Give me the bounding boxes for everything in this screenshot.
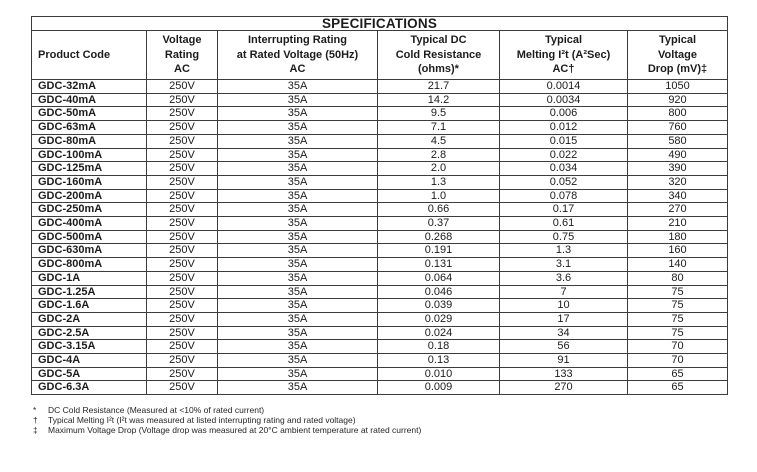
value-cell: 17: [500, 312, 628, 326]
value-cell: 0.046: [378, 285, 500, 299]
value-cell: 7: [500, 285, 628, 299]
value-cell: 250V: [147, 107, 218, 121]
table-row: [32, 326, 728, 340]
value-cell: 250V: [147, 148, 218, 162]
table-head: [32, 17, 728, 80]
value-cell: 1.0: [378, 189, 500, 203]
table-row: [32, 175, 728, 189]
value-cell: 3.1: [500, 258, 628, 272]
value-cell: 250V: [147, 244, 218, 258]
value-cell: 35A: [218, 230, 378, 244]
table-row: [32, 340, 728, 354]
value-cell: 35A: [218, 175, 378, 189]
value-cell: 0.078: [500, 189, 628, 203]
table-row: [32, 299, 728, 313]
value-cell: 35A: [218, 134, 378, 148]
value-cell: 70: [628, 354, 728, 368]
table-row: [32, 189, 728, 203]
column-header-interrupting-rating: Interrupting Rating at Rated Voltage (50Hz) AC: [218, 31, 378, 80]
value-cell: 250V: [147, 285, 218, 299]
value-cell: 35A: [218, 312, 378, 326]
value-cell: 1050: [628, 80, 728, 94]
table-row: [32, 148, 728, 162]
value-cell: 250V: [147, 271, 218, 285]
value-cell: 250V: [147, 93, 218, 107]
value-cell: 65: [628, 381, 728, 395]
table-row: [32, 244, 728, 258]
product-code-cell: GDC-125mA: [32, 162, 147, 176]
value-cell: 35A: [218, 299, 378, 313]
value-cell: 0.024: [378, 326, 500, 340]
value-cell: 2.0: [378, 162, 500, 176]
table-row: [32, 121, 728, 135]
value-cell: 0.029: [378, 312, 500, 326]
value-cell: 35A: [218, 244, 378, 258]
product-code-cell: GDC-630mA: [32, 244, 147, 258]
value-cell: 35A: [218, 326, 378, 340]
value-cell: 7.1: [378, 121, 500, 135]
table-row: [32, 354, 728, 368]
value-cell: 21.7: [378, 80, 500, 94]
value-cell: 70: [628, 340, 728, 354]
value-cell: 0.015: [500, 134, 628, 148]
product-code-cell: GDC-100mA: [32, 148, 147, 162]
value-cell: 340: [628, 189, 728, 203]
table-row: [32, 203, 728, 217]
footnote-text: Maximum Voltage Drop (Voltage drop was measured at 20°C ambient temperature at rated current): [48, 425, 422, 435]
value-cell: 250V: [147, 175, 218, 189]
value-cell: 250V: [147, 381, 218, 395]
value-cell: 250V: [147, 203, 218, 217]
table-row: [32, 312, 728, 326]
product-code-cell: GDC-160mA: [32, 175, 147, 189]
table-row: [32, 230, 728, 244]
table-row: [32, 367, 728, 381]
column-header-voltage-drop: Typical Voltage Drop (mV)‡: [628, 31, 728, 80]
value-cell: 270: [500, 381, 628, 395]
value-cell: 0.75: [500, 230, 628, 244]
footnote-text: DC Cold Resistance (Measured at <10% of rated current): [48, 405, 265, 415]
value-cell: 250V: [147, 312, 218, 326]
value-cell: 35A: [218, 258, 378, 272]
table-row: [32, 107, 728, 121]
value-cell: 35A: [218, 271, 378, 285]
value-cell: 9.5: [378, 107, 500, 121]
value-cell: 35A: [218, 148, 378, 162]
value-cell: 75: [628, 312, 728, 326]
footnotes: [33, 405, 421, 435]
value-cell: 4.5: [378, 134, 500, 148]
value-cell: 35A: [218, 354, 378, 368]
footnote: [33, 425, 421, 435]
value-cell: 14.2: [378, 93, 500, 107]
value-cell: 250V: [147, 299, 218, 313]
value-cell: 250V: [147, 162, 218, 176]
table-row: [32, 162, 728, 176]
value-cell: 75: [628, 326, 728, 340]
value-cell: 250V: [147, 80, 218, 94]
product-code-cell: GDC-2.5A: [32, 326, 147, 340]
header-row: [32, 31, 728, 80]
product-code-cell: GDC-1.25A: [32, 285, 147, 299]
value-cell: 0.18: [378, 340, 500, 354]
value-cell: 0.022: [500, 148, 628, 162]
value-cell: 3.6: [500, 271, 628, 285]
product-code-cell: GDC-4A: [32, 354, 147, 368]
product-code-cell: GDC-40mA: [32, 93, 147, 107]
spec-table-body: [32, 80, 728, 395]
value-cell: 35A: [218, 162, 378, 176]
value-cell: 91: [500, 354, 628, 368]
specifications-table: [31, 16, 728, 395]
product-code-cell: GDC-63mA: [32, 121, 147, 135]
value-cell: 0.268: [378, 230, 500, 244]
value-cell: 35A: [218, 285, 378, 299]
product-code-cell: GDC-200mA: [32, 189, 147, 203]
product-code-cell: GDC-80mA: [32, 134, 147, 148]
product-code-cell: GDC-800mA: [32, 258, 147, 272]
value-cell: 250V: [147, 354, 218, 368]
value-cell: 80: [628, 271, 728, 285]
table-row: [32, 80, 728, 94]
value-cell: 180: [628, 230, 728, 244]
table-row: [32, 93, 728, 107]
value-cell: 250V: [147, 326, 218, 340]
value-cell: 133: [500, 367, 628, 381]
value-cell: 65: [628, 367, 728, 381]
value-cell: 0.13: [378, 354, 500, 368]
value-cell: 0.052: [500, 175, 628, 189]
value-cell: 35A: [218, 217, 378, 231]
value-cell: 250V: [147, 217, 218, 231]
value-cell: 250V: [147, 258, 218, 272]
footnote-symbol: ‡: [33, 425, 38, 435]
table-row: [32, 258, 728, 272]
product-code-cell: GDC-400mA: [32, 217, 147, 231]
table-row: [32, 217, 728, 231]
value-cell: 140: [628, 258, 728, 272]
value-cell: 270: [628, 203, 728, 217]
value-cell: 35A: [218, 367, 378, 381]
value-cell: 760: [628, 121, 728, 135]
value-cell: 75: [628, 299, 728, 313]
value-cell: 0.37: [378, 217, 500, 231]
product-code-cell: GDC-2A: [32, 312, 147, 326]
value-cell: 35A: [218, 80, 378, 94]
value-cell: 75: [628, 285, 728, 299]
value-cell: 1.3: [500, 244, 628, 258]
value-cell: 2.8: [378, 148, 500, 162]
value-cell: 35A: [218, 93, 378, 107]
value-cell: 0.039: [378, 299, 500, 313]
value-cell: 0.012: [500, 121, 628, 135]
footnote-text: Typical Melting I²t (I²t was measured at listed interrupting rating and rated voltage): [48, 415, 356, 425]
value-cell: 390: [628, 162, 728, 176]
value-cell: 490: [628, 148, 728, 162]
product-code-cell: GDC-50mA: [32, 107, 147, 121]
value-cell: 800: [628, 107, 728, 121]
value-cell: 250V: [147, 189, 218, 203]
value-cell: 250V: [147, 121, 218, 135]
footnote-symbol: *: [33, 405, 37, 415]
value-cell: 0.0014: [500, 80, 628, 94]
table-title: SPECIFICATIONS: [32, 17, 728, 31]
footnote-symbol: †: [33, 415, 38, 425]
value-cell: 0.131: [378, 258, 500, 272]
value-cell: 920: [628, 93, 728, 107]
value-cell: 0.66: [378, 203, 500, 217]
product-code-cell: GDC-3.15A: [32, 340, 147, 354]
column-header-dc-cold-resistance: Typical DC Cold Resistance (ohms)*: [378, 31, 500, 80]
value-cell: 35A: [218, 203, 378, 217]
product-code-cell: GDC-1A: [32, 271, 147, 285]
value-cell: 250V: [147, 367, 218, 381]
value-cell: 0.010: [378, 367, 500, 381]
value-cell: 0.17: [500, 203, 628, 217]
value-cell: 0.064: [378, 271, 500, 285]
value-cell: 35A: [218, 189, 378, 203]
value-cell: 210: [628, 217, 728, 231]
value-cell: 10: [500, 299, 628, 313]
value-cell: 0.0034: [500, 93, 628, 107]
value-cell: 35A: [218, 107, 378, 121]
column-header-melting-i2t: Typical Melting I²t (A²Sec) AC†: [500, 31, 628, 80]
table-row: [32, 285, 728, 299]
product-code-cell: GDC-6.3A: [32, 381, 147, 395]
value-cell: 250V: [147, 134, 218, 148]
value-cell: 250V: [147, 230, 218, 244]
value-cell: 1.3: [378, 175, 500, 189]
product-code-cell: GDC-1.6A: [32, 299, 147, 313]
product-code-cell: GDC-32mA: [32, 80, 147, 94]
value-cell: 0.61: [500, 217, 628, 231]
table-row: [32, 381, 728, 395]
product-code-cell: GDC-250mA: [32, 203, 147, 217]
value-cell: 35A: [218, 381, 378, 395]
value-cell: 580: [628, 134, 728, 148]
value-cell: 35A: [218, 121, 378, 135]
value-cell: 250V: [147, 340, 218, 354]
value-cell: 0.191: [378, 244, 500, 258]
value-cell: 320: [628, 175, 728, 189]
value-cell: 35A: [218, 340, 378, 354]
product-code-cell: GDC-500mA: [32, 230, 147, 244]
footnote: [33, 405, 421, 415]
table-row: [32, 271, 728, 285]
table-row: [32, 134, 728, 148]
column-header-product-code: Product Code: [32, 31, 147, 80]
column-header-voltage-rating: Voltage Rating AC: [147, 31, 218, 80]
footnote: [33, 415, 421, 425]
value-cell: 34: [500, 326, 628, 340]
value-cell: 0.034: [500, 162, 628, 176]
value-cell: 0.009: [378, 381, 500, 395]
value-cell: 56: [500, 340, 628, 354]
value-cell: 160: [628, 244, 728, 258]
product-code-cell: GDC-5A: [32, 367, 147, 381]
title-row: [32, 17, 728, 31]
value-cell: 0.006: [500, 107, 628, 121]
